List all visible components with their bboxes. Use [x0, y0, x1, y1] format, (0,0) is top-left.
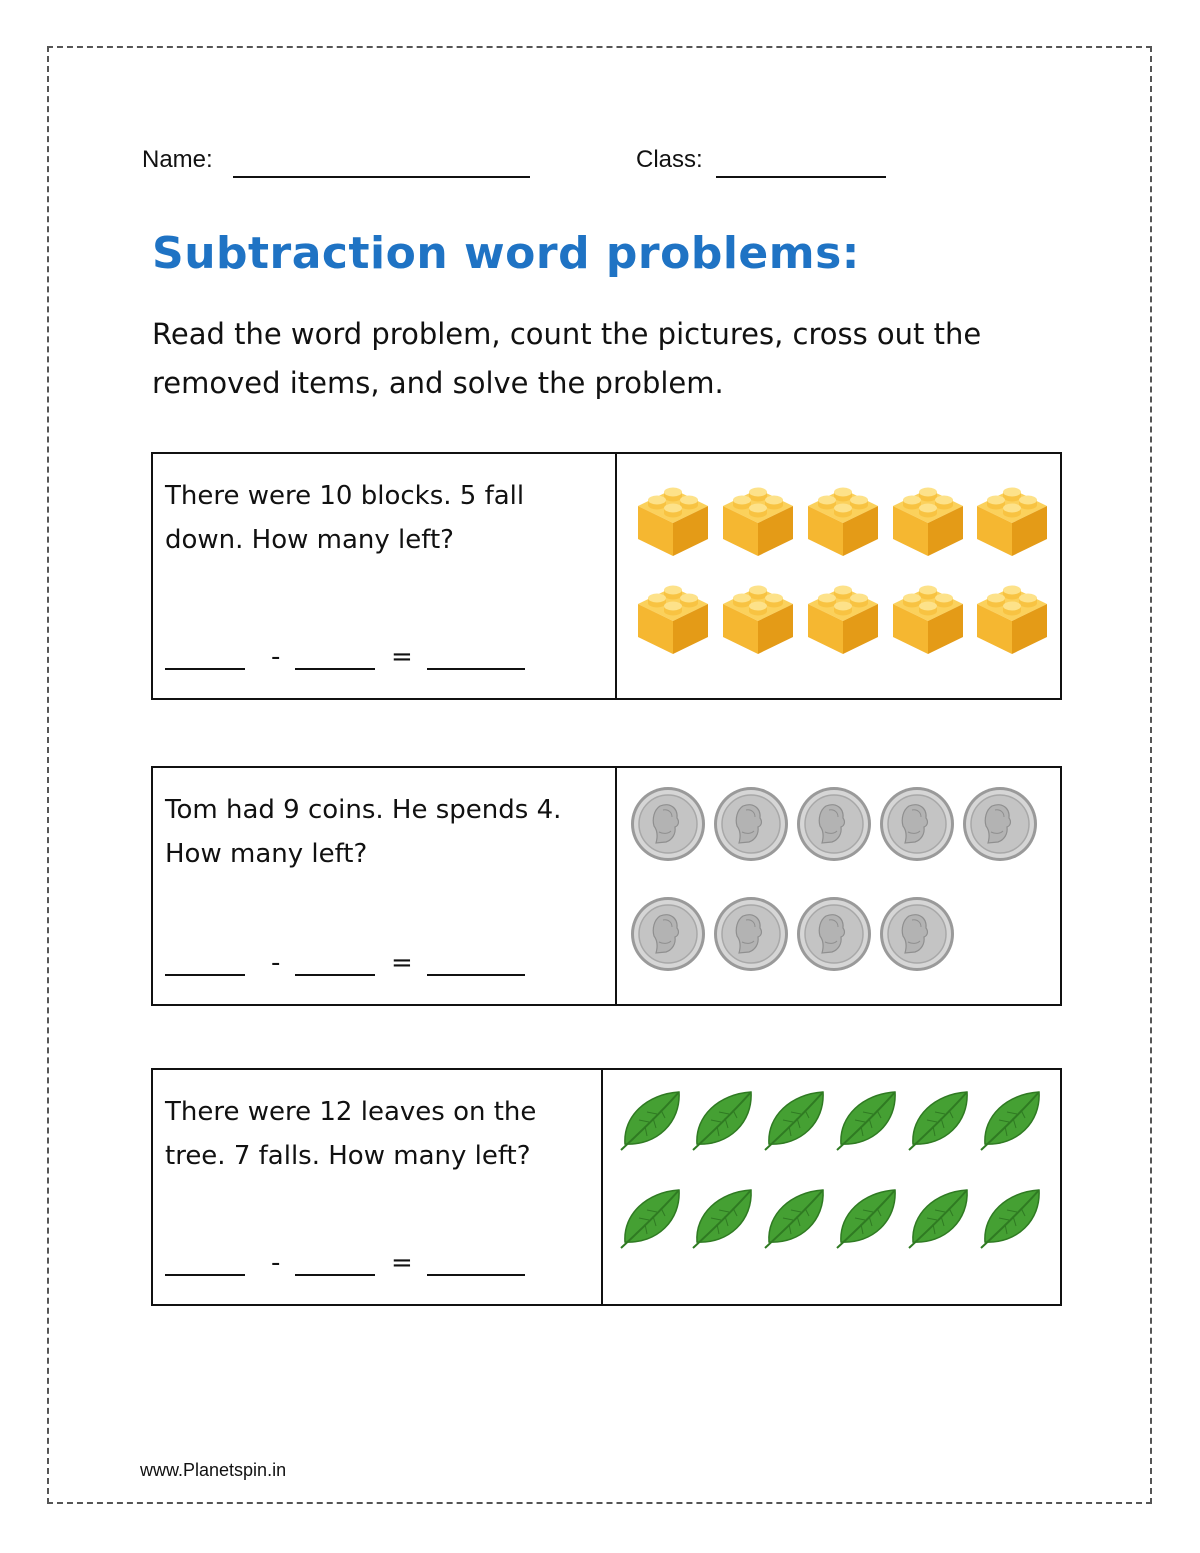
coin-icon[interactable] — [796, 896, 872, 972]
coin-icon[interactable] — [879, 896, 955, 972]
leaf-icon[interactable] — [761, 1186, 827, 1252]
lego-block-icon[interactable] — [972, 582, 1052, 657]
instructions: Read the word problem, count the pictures, cross out the removed items, and solve the problem. — [152, 317, 982, 400]
picture-cell — [617, 768, 1060, 1004]
lego-block-icon[interactable] — [803, 582, 883, 657]
lego-block-icon[interactable] — [633, 484, 713, 559]
footer-url: www.Planetspin.in — [140, 1460, 287, 1480]
leaf-icon[interactable] — [833, 1088, 899, 1154]
minus-sign: - — [271, 948, 281, 978]
leaf-icon[interactable] — [977, 1088, 1043, 1154]
name-label: Name: — [142, 146, 213, 173]
equals-sign: = — [391, 642, 413, 672]
answer-blank-3[interactable] — [427, 668, 525, 670]
lego-block-icon[interactable] — [888, 582, 968, 657]
leaf-icon[interactable] — [833, 1186, 899, 1252]
leaf-icon[interactable] — [689, 1186, 755, 1252]
picture-cell — [603, 1070, 1060, 1304]
name-field[interactable] — [233, 176, 530, 178]
coin-icon[interactable] — [962, 786, 1038, 862]
answer-blank-1[interactable] — [165, 668, 245, 670]
lego-block-icon[interactable] — [718, 484, 798, 559]
coin-icon[interactable] — [630, 896, 706, 972]
answer-blank-2[interactable] — [295, 1274, 375, 1276]
equation — [165, 940, 565, 980]
problem-3 — [151, 1068, 1062, 1306]
leaf-icon[interactable] — [617, 1088, 683, 1154]
leaf-icon[interactable] — [689, 1088, 755, 1154]
lego-block-icon[interactable] — [803, 484, 883, 559]
equation — [165, 1240, 565, 1280]
answer-blank-1[interactable] — [165, 1274, 245, 1276]
problem-2 — [151, 766, 1062, 1006]
coin-icon[interactable] — [879, 786, 955, 862]
problem-text-cell — [153, 768, 617, 1004]
lego-block-icon[interactable] — [633, 582, 713, 657]
problem-text-cell — [153, 1070, 603, 1304]
minus-sign: - — [271, 1248, 281, 1278]
equation — [165, 634, 565, 674]
page-title: Subtraction word problems: — [152, 228, 860, 279]
leaf-icon[interactable] — [977, 1186, 1043, 1252]
lego-block-icon[interactable] — [718, 582, 798, 657]
lego-block-icon[interactable] — [972, 484, 1052, 559]
coin-icon[interactable] — [796, 786, 872, 862]
answer-blank-2[interactable] — [295, 974, 375, 976]
lego-block-icon[interactable] — [888, 484, 968, 559]
leaf-icon[interactable] — [905, 1088, 971, 1154]
answer-blank-3[interactable] — [427, 1274, 525, 1276]
answer-blank-2[interactable] — [295, 668, 375, 670]
class-label: Class: — [636, 146, 703, 173]
leaf-icon[interactable] — [905, 1186, 971, 1252]
leaf-icon[interactable] — [617, 1186, 683, 1252]
equals-sign: = — [391, 1248, 413, 1278]
equals-sign: = — [391, 948, 413, 978]
problem-text-cell — [153, 454, 617, 698]
answer-blank-1[interactable] — [165, 974, 245, 976]
picture-cell — [617, 454, 1060, 698]
problem-question: There were 12 leaves on the tree. 7 falls. How many left? — [165, 1097, 537, 1171]
coin-icon[interactable] — [630, 786, 706, 862]
problem-question: Tom had 9 coins. He spends 4. How many left? — [165, 795, 562, 869]
coin-icon[interactable] — [713, 896, 789, 972]
class-field[interactable] — [716, 176, 886, 178]
problem-1 — [151, 452, 1062, 700]
minus-sign: - — [271, 642, 281, 672]
coin-icon[interactable] — [713, 786, 789, 862]
answer-blank-3[interactable] — [427, 974, 525, 976]
problem-question: There were 10 blocks. 5 fall down. How many left? — [165, 481, 525, 555]
leaf-icon[interactable] — [761, 1088, 827, 1154]
